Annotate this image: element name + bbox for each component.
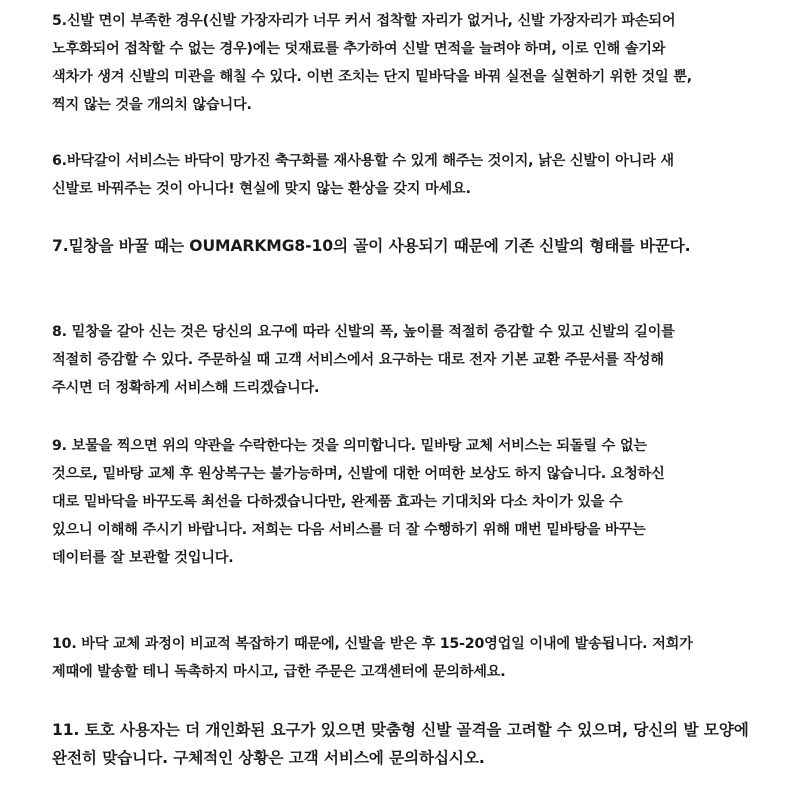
text-line: 색차가 생겨 신발의 미관을 해칠 수 있다. 이번 조치는 단지 밑바닥을 바꿔 실전을 실현하기 위한 것일 뿐,	[52, 69, 692, 85]
text-line: 신발로 바꿔주는 것이 아니다! 현실에 맞지 않는 환상을 갖지 마세요.	[52, 181, 471, 197]
text-line: 있으니 이해해 주시기 바랍니다. 저희는 다음 서비스를 더 잘 수행하기 위해 매번 밑바탕을 바꾸는	[52, 522, 646, 538]
paragraph-8-width-height-adjust	[52, 318, 772, 402]
text-line: 5.신발 면이 부족한 경우(신발 가장자리가 너무 커서 접착할 자리가 없거나, 신발 가장자리가 파손되어	[52, 13, 676, 29]
text-line: 7.밑창을 바꿀 때는 OUMARKMG8-10의 골이 사용되기 때문에 기존 신발의 형태를 바꾼다.	[52, 237, 691, 255]
text-line: 9. 보물을 찍으면 위의 약관을 수락한다는 것을 의미합니다. 밑바탕 교체 서비스는 되돌릴 수 없는	[52, 438, 647, 454]
text-line: 11. 토호 사용자는 더 개인화된 요구가 있으면 맞춤형 신발 골격을 고려할 수 있으며, 당신의 발 모양에	[52, 721, 749, 739]
paragraph-5-insufficient-surface	[52, 7, 772, 119]
paragraph-7-last-shape	[52, 232, 772, 260]
text-line: 10. 바닥 교체 과정이 비교적 복잡하기 때문에, 신발을 받은 후 15-20영업일 이내에 발송됩니다. 저희가	[52, 636, 693, 652]
paragraph-6-resole-service	[52, 147, 772, 203]
paragraph-10-shipping-time	[52, 630, 772, 686]
text-line: 적절히 증감할 수 있다. 주문하실 때 고객 서비스에서 요구하는 대로 전자 기본 교환 주문서를 작성해	[52, 352, 664, 368]
text-line: 찍지 않는 것을 개의치 않습니다.	[52, 97, 252, 113]
text-line: 8. 밑창을 갈아 신는 것은 당신의 요구에 따라 신발의 폭, 높이를 적절히 증감할 수 있고 신발의 길이를	[52, 324, 675, 340]
text-line: 데이터를 잘 보관할 것입니다.	[52, 550, 234, 566]
text-line: 노후화되어 접착할 수 없는 경우)에는 덧재료를 추가하여 신발 면적을 늘려야 하며, 이로 인해 솔기와	[52, 41, 666, 57]
text-line: 대로 밑바닥을 바꾸도록 최선을 다하겠습니다만, 완제품 효과는 기대치와 다소 차이가 있을 수	[52, 494, 623, 510]
text-line: 완전히 맞습니다. 구체적인 상황은 고객 서비스에 문의하십시오.	[52, 749, 485, 767]
paragraph-11-custom-last	[52, 716, 772, 772]
text-line: 주시면 더 정확하게 서비스해 드리겠습니다.	[52, 380, 320, 396]
text-line: 것으로, 밑바탕 교체 후 원상복구는 불가능하며, 신발에 대한 어떠한 보상도 하지 않습니다. 요청하신	[52, 466, 665, 482]
text-line: 6.바닥갈이 서비스는 바닥이 망가진 축구화를 재사용할 수 있게 해주는 것이지, 낡은 신발이 아니라 새	[52, 153, 674, 169]
text-line: 제때에 발송할 테니 독촉하지 마시고, 급한 주문은 고객센터에 문의하세요.	[52, 664, 506, 680]
paragraph-9-terms-acceptance	[52, 432, 772, 572]
